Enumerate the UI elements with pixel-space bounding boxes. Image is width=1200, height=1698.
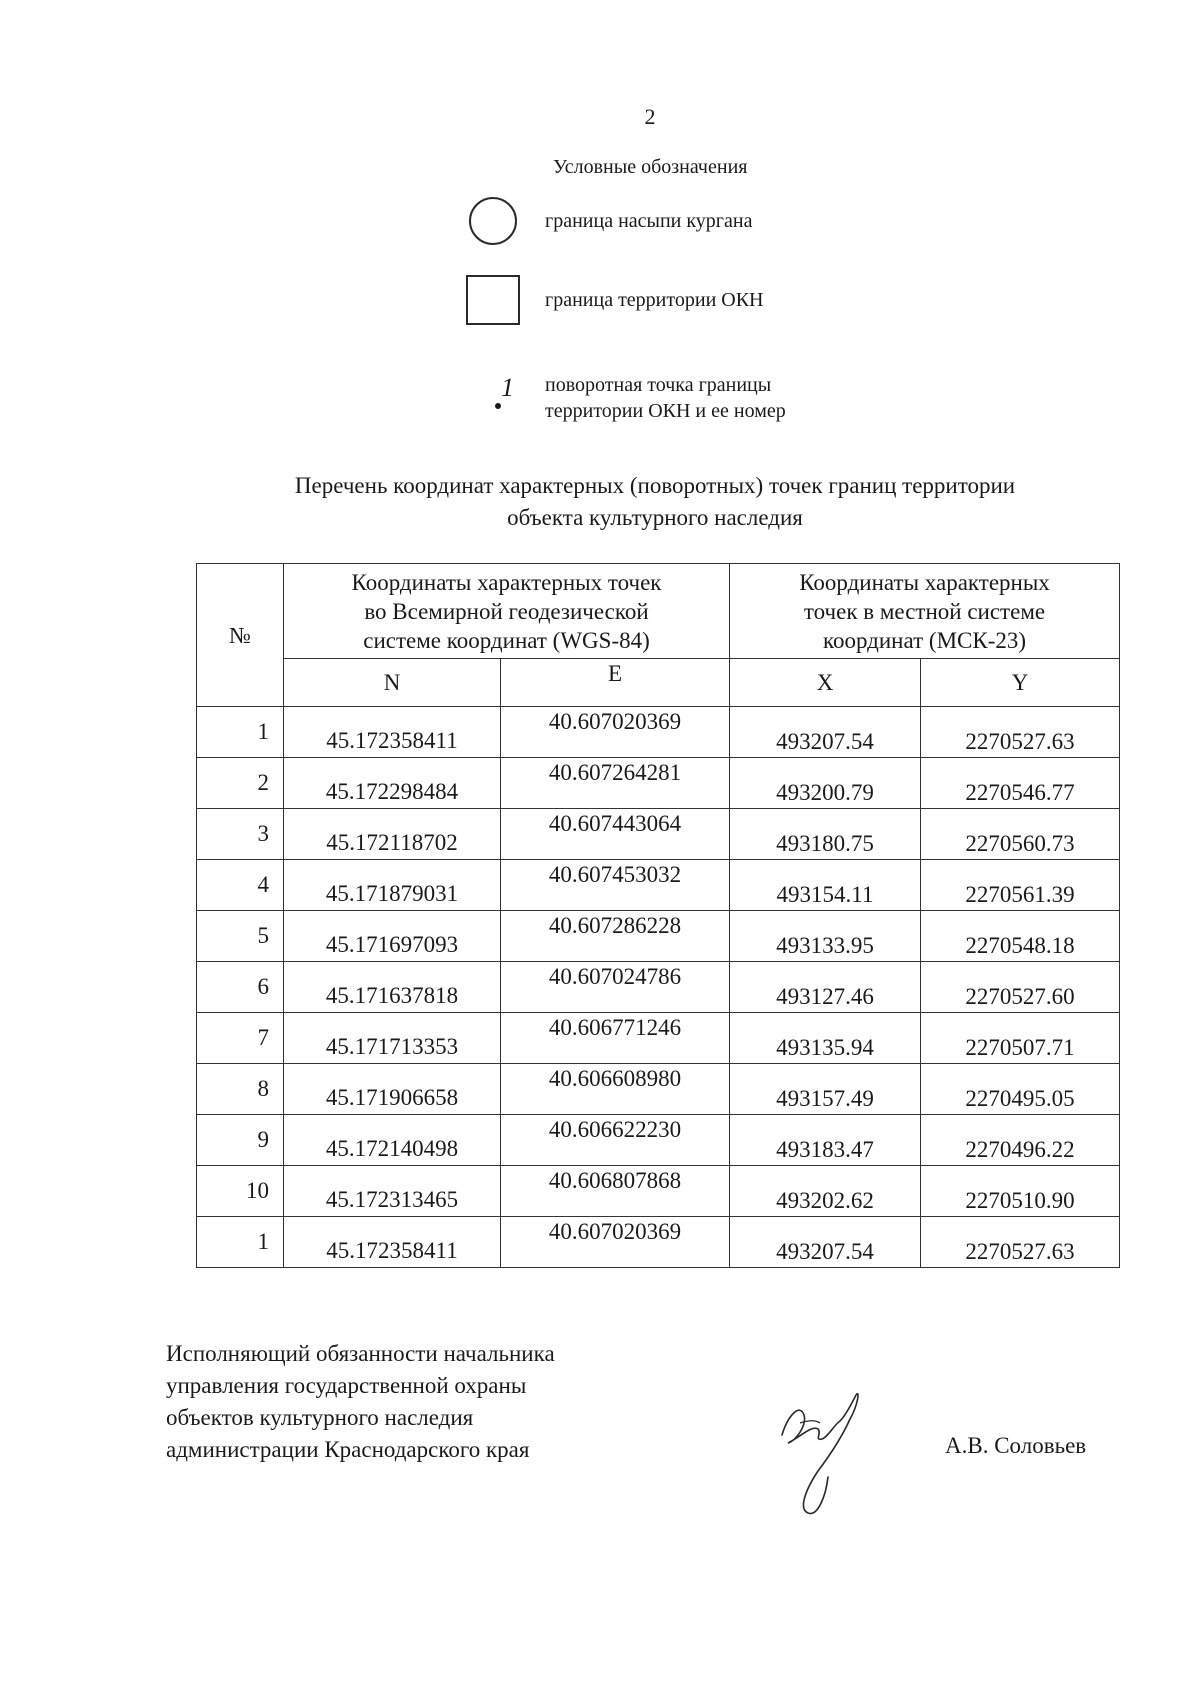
legend-text-turning-point <box>545 372 786 424</box>
table-row <box>197 707 1120 758</box>
cell-e: 40.606807868 <box>501 1166 730 1217</box>
table-row <box>197 1013 1120 1064</box>
header-msk23 <box>730 564 1120 659</box>
header-line: точек в местной системе <box>803 598 1046 624</box>
cell-y: 2270527.63 <box>921 1217 1120 1268</box>
cell-point-number: 8 <box>197 1064 284 1115</box>
heading-line: Перечень координат характерных (поворотных) точек границ территории <box>294 473 1016 498</box>
table-row <box>197 1217 1120 1268</box>
header-e: E <box>501 659 730 707</box>
table-row <box>197 1115 1120 1166</box>
cell-n: 45.171879031 <box>284 860 501 911</box>
header-line: во Всемирной геодезической <box>364 598 649 624</box>
table-row <box>197 758 1120 809</box>
legend-item-mound <box>465 196 752 246</box>
signatory-name: А.В. Соловьев <box>945 1433 1087 1458</box>
cell-e: 40.607453032 <box>501 860 730 911</box>
cell-x: 493133.95 <box>730 911 921 962</box>
table-row <box>197 962 1120 1013</box>
cell-point-number: 1 <box>197 1217 284 1268</box>
cell-point-number: 9 <box>197 1115 284 1166</box>
cell-e: 40.607443064 <box>501 809 730 860</box>
cell-x: 493183.47 <box>730 1115 921 1166</box>
cell-x: 493127.46 <box>730 962 921 1013</box>
cell-n: 45.172358411 <box>284 707 501 758</box>
page-number: 2 <box>644 104 656 129</box>
heading-line: объекта культурного наследия <box>507 505 803 530</box>
cell-point-number: 1 <box>197 707 284 758</box>
cell-point-number: 5 <box>197 911 284 962</box>
cell-y: 2270507.71 <box>921 1013 1120 1064</box>
legend-text-line: территории ОКН и ее номер <box>545 400 786 422</box>
cell-y: 2270561.39 <box>921 860 1120 911</box>
cell-n: 45.172313465 <box>284 1166 501 1217</box>
cell-e: 40.607264281 <box>501 758 730 809</box>
square-icon <box>466 275 520 325</box>
table-heading <box>190 470 1120 534</box>
table-row <box>197 1166 1120 1217</box>
legend-text-territory: граница территории ОКН <box>545 289 764 311</box>
cell-y: 2270527.60 <box>921 962 1120 1013</box>
cell-x: 493154.11 <box>730 860 921 911</box>
cell-x: 493135.94 <box>730 1013 921 1064</box>
cell-x: 493200.79 <box>730 758 921 809</box>
cell-y: 2270548.18 <box>921 911 1120 962</box>
cell-e: 40.606771246 <box>501 1013 730 1064</box>
cell-point-number: 7 <box>197 1013 284 1064</box>
cell-y: 2270560.73 <box>921 809 1120 860</box>
cell-n: 45.172298484 <box>284 758 501 809</box>
coordinates-table <box>196 563 1120 1268</box>
cell-n: 45.172358411 <box>284 1217 501 1268</box>
cell-point-number: 3 <box>197 809 284 860</box>
cell-n: 45.171906658 <box>284 1064 501 1115</box>
header-line: координат (МСК-23) <box>822 627 1027 653</box>
header-y: Y <box>921 659 1120 707</box>
table-row <box>197 860 1120 911</box>
header-n: N <box>284 659 501 707</box>
circle-icon <box>469 197 517 245</box>
table-row <box>197 809 1120 860</box>
table-body <box>197 707 1120 1268</box>
cell-x: 493202.62 <box>730 1166 921 1217</box>
cell-e: 40.607286228 <box>501 911 730 962</box>
header-number: № <box>197 564 284 707</box>
header-x: X <box>730 659 921 707</box>
table-row <box>197 911 1120 962</box>
position-line: администрации Краснодарского края <box>166 1437 530 1462</box>
position-line: Исполняющий обязанности начальника <box>166 1341 555 1366</box>
cell-point-number: 4 <box>197 860 284 911</box>
header-line: Координаты характерных <box>799 569 1050 595</box>
cell-y: 2270546.77 <box>921 758 1120 809</box>
cell-e: 40.607020369 <box>501 1217 730 1268</box>
header-wgs84 <box>284 564 730 659</box>
cell-y: 2270496.22 <box>921 1115 1120 1166</box>
cell-e: 40.606622230 <box>501 1115 730 1166</box>
cell-point-number: 6 <box>197 962 284 1013</box>
cell-n: 45.171637818 <box>284 962 501 1013</box>
legend-text-mound: граница насыпи кургана <box>545 210 753 232</box>
cell-point-number: 2 <box>197 758 284 809</box>
cell-e: 40.606608980 <box>501 1064 730 1115</box>
cell-e: 40.607024786 <box>501 962 730 1013</box>
cell-point-number: 10 <box>197 1166 284 1217</box>
cell-y: 2270495.05 <box>921 1064 1120 1115</box>
cell-n: 45.171697093 <box>284 911 501 962</box>
cell-n: 45.171713353 <box>284 1013 501 1064</box>
handwritten-signature <box>770 1385 880 1520</box>
legend-title: Условные обозначения <box>553 156 748 178</box>
turning-point-icon <box>465 373 520 423</box>
turning-point-number: 1 <box>501 373 514 402</box>
position-line: объектов культурного наследия <box>166 1405 474 1430</box>
legend-item-territory <box>465 275 764 325</box>
cell-x: 493180.75 <box>730 809 921 860</box>
signatory-position <box>166 1338 555 1466</box>
cell-x: 493207.54 <box>730 1217 921 1268</box>
cell-x: 493157.49 <box>730 1064 921 1115</box>
cell-n: 45.172118702 <box>284 809 501 860</box>
header-line: Координаты характерных точек <box>351 569 662 595</box>
header-line: системе координат (WGS-84) <box>363 627 650 653</box>
cell-n: 45.172140498 <box>284 1115 501 1166</box>
legend-text-line: поворотная точка границы <box>545 374 772 396</box>
position-line: управления государственной охраны <box>166 1373 527 1398</box>
table-row <box>197 1064 1120 1115</box>
legend-item-turning-point <box>465 372 786 424</box>
cell-y: 2270510.90 <box>921 1166 1120 1217</box>
cell-y: 2270527.63 <box>921 707 1120 758</box>
cell-x: 493207.54 <box>730 707 921 758</box>
cell-e: 40.607020369 <box>501 707 730 758</box>
